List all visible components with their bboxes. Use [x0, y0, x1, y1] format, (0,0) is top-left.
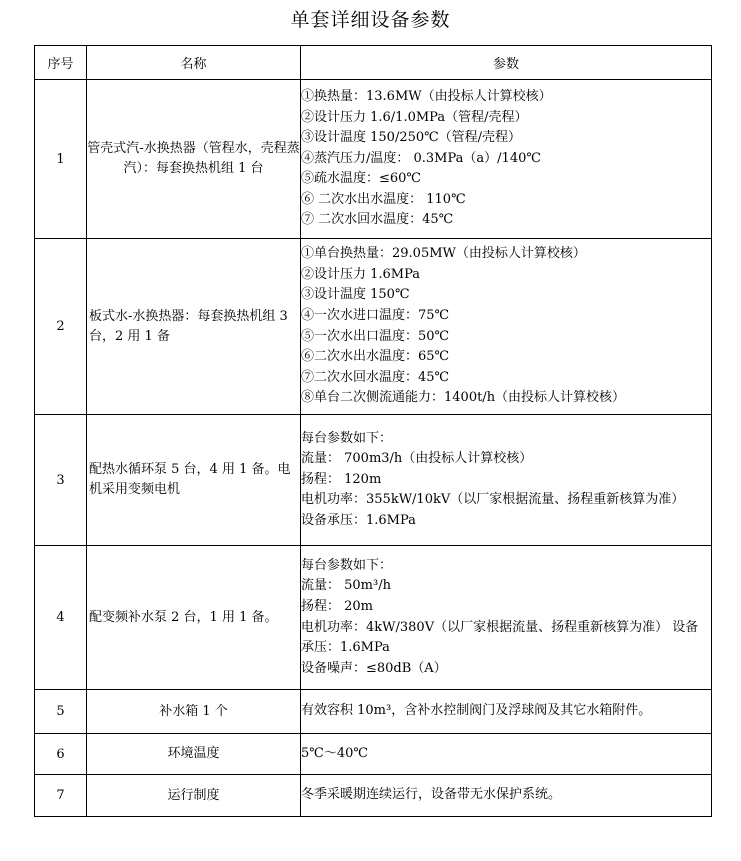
- param-line: 扬程： 120m: [301, 471, 382, 487]
- param-line: ④蒸汽压力/温度： 0.3MPa（a）/140℃: [301, 150, 541, 166]
- param-line: ⑧单台二次侧流通能力：1400t/h（由投标人计算校核）: [301, 390, 626, 406]
- param-line: ②设计压力 1.6/1.0MPa（管程/壳程）: [301, 109, 528, 125]
- param-line: ①换热量：13.6MW（由投标人计算校核）: [301, 88, 552, 104]
- row-params: [301, 80, 712, 239]
- param-line: 有效容积 10m³，含补水控制阀门及浮球阀及其它水箱附件。: [301, 703, 652, 719]
- param-line: ⑦ 二次水回水温度：45℃: [301, 212, 454, 228]
- table-row: [35, 239, 712, 415]
- param-line: ④一次水进口温度：75℃: [301, 307, 450, 323]
- param-line: ⑥ 二次水出水温度： 110℃: [301, 191, 466, 207]
- row-index: 5: [35, 690, 87, 734]
- table-row: [35, 690, 712, 734]
- param-line: 流量： 50m³/h: [301, 578, 391, 594]
- param-line: ⑦二次水回水温度：45℃: [301, 369, 450, 385]
- param-line: 流量： 700m3/h（由投标人计算校核）: [301, 451, 533, 467]
- param-line: 扬程： 20m: [301, 598, 374, 614]
- row-params: [301, 546, 712, 690]
- row-index: 2: [35, 239, 87, 415]
- row-index: 1: [35, 80, 87, 239]
- header-params: 参数: [301, 46, 712, 80]
- param-line: ①单台换热量：29.05MW（由投标人计算校核）: [301, 246, 586, 262]
- param-line: 冬季采暖期连续运行，设备带无水保护系统。: [301, 787, 562, 803]
- param-line: 每台参数如下：: [301, 557, 393, 573]
- row-params: [301, 734, 712, 775]
- page-title: 单套详细设备参数: [290, 9, 451, 31]
- param-line: 设备承压：1.6MPa: [301, 512, 416, 528]
- table-row: [35, 734, 712, 775]
- param-line: ②设计压力 1.6MPa: [301, 266, 421, 282]
- row-name: 板式水-水换热器：每套换热机组 3 台，2 用 1 备: [87, 239, 301, 415]
- header-name: 名称: [87, 46, 301, 80]
- row-name: 配热水循环泵 5 台，4 用 1 备。电机采用变频电机: [87, 415, 301, 546]
- row-params: [301, 415, 712, 546]
- param-line: ⑤疏水温度：≤60℃: [301, 171, 421, 187]
- table-row: [35, 80, 712, 239]
- table-header-row: [35, 46, 712, 80]
- table-row: [35, 546, 712, 690]
- equipment-parameter-table: [34, 45, 712, 817]
- row-index: 6: [35, 734, 87, 775]
- row-name: 补水箱 1 个: [87, 690, 301, 734]
- row-index: 7: [35, 775, 87, 817]
- row-params: [301, 690, 712, 734]
- row-name: 管壳式汽-水换热器（管程水，壳程蒸汽）：每套换热机组 1 台: [87, 80, 301, 239]
- param-line: 电机功率：355kW/10kV（以厂家根据流量、扬程重新核算为准）: [301, 492, 685, 508]
- param-line: 每台参数如下：: [301, 430, 393, 446]
- param-line: ⑤一次水出口温度：50℃: [301, 328, 450, 344]
- row-name: 配变频补水泵 2 台，1 用 1 备。: [87, 546, 301, 690]
- param-line: 设备噪声：≤80dB（A）: [301, 660, 447, 676]
- row-params: [301, 239, 712, 415]
- param-line: ③设计温度 150/250℃（管程/壳程）: [301, 130, 522, 146]
- param-line: ③设计温度 150℃: [301, 287, 410, 303]
- row-index: 3: [35, 415, 87, 546]
- row-name: 运行制度: [87, 775, 301, 817]
- row-params: [301, 775, 712, 817]
- table-row: [35, 415, 712, 546]
- param-line: 电机功率：4kW/380V（以厂家根据流量、扬程重新核算为准） 设备承压：1.6MPa: [301, 619, 699, 656]
- row-name: 环境温度: [87, 734, 301, 775]
- param-line: 5℃～40℃: [301, 745, 368, 761]
- param-line: ⑥二次水出水温度：65℃: [301, 349, 450, 365]
- header-index: 序号: [35, 46, 87, 80]
- row-index: 4: [35, 546, 87, 690]
- table-row: [35, 775, 712, 817]
